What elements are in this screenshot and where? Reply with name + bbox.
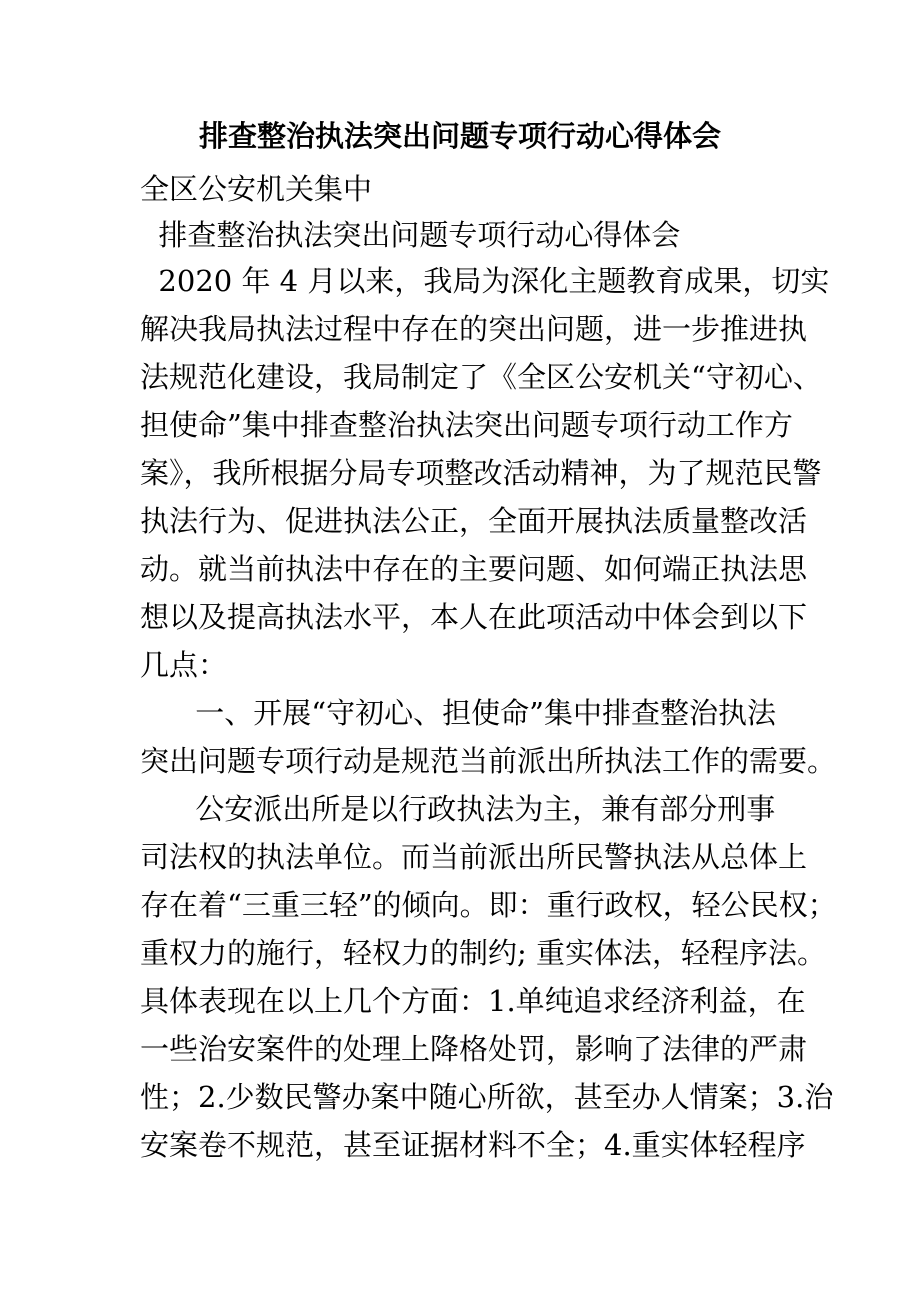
text-line: 动。就当前执法中存在的主要问题、如何端正执法思 [140, 552, 808, 586]
text-line: 全区公安机关集中 [140, 172, 373, 206]
text-line: 司法权的执法单位。而当前派出所民警执法从总体上 [140, 840, 808, 874]
text-line: 存在着“三重三轻”的倾向。即：重行政权，轻公民权； [140, 888, 837, 922]
text-line: 排查整治执法突出问题专项行动心得体会 [140, 218, 681, 252]
text-line: 解决我局执法过程中存在的突出问题，进一步推进执 [140, 312, 808, 346]
text-line: 几点： [140, 648, 228, 682]
text-line: 执法行为、促进执法公正，全面开展执法质量整改活 [140, 504, 808, 538]
section-heading-line: 突出问题专项行动是规范当前派出所执法工作的需要。 [140, 744, 837, 778]
text-line: 具体表现在以上几个方面：1.单纯追求经济利益，在 [140, 984, 806, 1018]
text-line: 一些治安案件的处理上降格处罚，影响了法律的严肃 [140, 1032, 808, 1066]
section-heading-line: 一、开展“守初心、担使命”集中排查整治执法 [140, 696, 776, 730]
text-line: 案》，我所根据分局专项整改活动精神，为了规范民警 [140, 456, 822, 490]
text-line: 担使命”集中排查整治执法突出问题专项行动工作方 [140, 408, 793, 442]
text-line: 法规范化建设，我局制定了《全区公安机关“守初心、 [140, 360, 822, 394]
text-line: 公安派出所是以行政执法为主，兼有部分刑事 [140, 792, 776, 826]
text-line: 安案卷不规范，甚至证据材料不全；4.重实体轻程序 [140, 1128, 806, 1162]
text-line: 性；2.少数民警办案中随心所欲，甚至办人情案；3.治 [140, 1080, 834, 1114]
text-line: 重权力的施行，轻权力的制约; 重实体法，轻程序法。 [140, 936, 826, 970]
text-line: 想以及提高执法水平，本人在此项活动中体会到以下 [140, 600, 808, 634]
text-line: 2020 年 4 月以来，我局为深化主题教育成果，切实 [140, 264, 830, 298]
document-title: 排查整治执法突出问题专项行动心得体会 [198, 119, 721, 153]
